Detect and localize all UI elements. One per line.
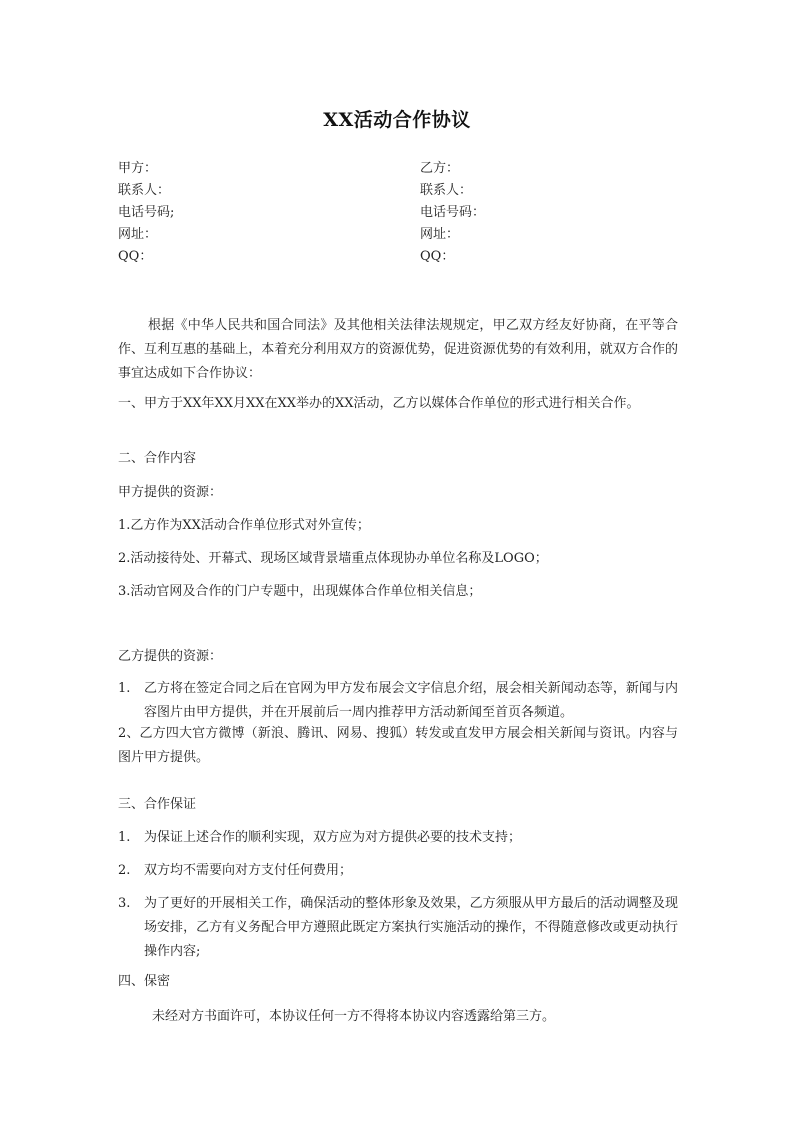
guarantee-item [118, 826, 678, 850]
list-number: 3. [118, 896, 131, 911]
intro-paragraph: 根据《中华人民共和国合同法》及其他相关法律法规规定，甲乙双方经友好协商，在平等合作、互利互惠的基础上，本着充分利用双方的资源优势，促进资源优势的有效利用，就双方合作的事宜达成如下合作协议： [118, 318, 678, 381]
list-text: 为了更好的开展相关工作，确保活动的整体形象及效果，乙方须服从甲方最后的活动调整及现场安排，乙方有义务配合甲方遵照此既定方案执行实施活动的操作，不得随意修改或更动执行操作内容; [144, 896, 678, 959]
party-a-label: 甲方： [118, 161, 158, 176]
party-b-resources-heading: 乙方提供的资源： [118, 649, 223, 664]
party-a-resource-item: 2.活动接待处、开幕式、现场区域背景墙重点体现协办单位名称及LOGO； [118, 551, 548, 566]
party-a-contact-label: 联系人： [118, 183, 171, 198]
list-number: 1. [118, 830, 131, 845]
section-2-heading: 二、合作内容 [118, 451, 197, 466]
list-text: 为保证上述合作的顺利实现，双方应为对方提供必要的技术支持； [144, 830, 522, 845]
section-1-paragraph: 一、甲方于XX年XX月XX在XX举办的XX活动，乙方以媒体合作单位的形式进行相关合作。 [118, 396, 640, 411]
section-4-heading: 四、保密 [118, 974, 171, 989]
list-text: 乙方将在签定合同之后在官网为甲方发布展会文字信息介绍，展会相关新闻动态等，新闻与内容图片由甲方提供，并在开展前后一周内推荐甲方活动新闻至首页各频道。 [144, 681, 678, 720]
party-a-resources-heading: 甲方提供的资源： [118, 485, 223, 500]
list-text: 双方均不需要向对方支付任何费用； [144, 863, 353, 878]
confidentiality-paragraph: 未经对方书面许可，本协议任何一方不得将本协议内容透露给第三方。 [152, 1009, 556, 1024]
party-b-website-label: 网址： [420, 227, 460, 242]
party-b-info [420, 158, 680, 268]
party-a-website-label: 网址： [118, 227, 158, 242]
party-b-contact-label: 联系人： [420, 183, 473, 198]
guarantee-item [118, 859, 678, 883]
party-a-resource-item: 3.活动官网及合作的门户专题中，出现媒体合作单位相关信息； [118, 584, 482, 599]
party-b-label: 乙方： [420, 161, 460, 176]
list-number: 1. [118, 681, 131, 696]
party-a-info [118, 158, 378, 268]
party-a-qq-label: QQ： [118, 249, 153, 264]
list-number: 2. [118, 863, 131, 878]
party-b-phone-label: 电话号码： [420, 205, 486, 220]
party-b-resource-item [118, 677, 678, 725]
party-a-phone-label: 电话号码; [118, 205, 175, 220]
party-b-resource-item: 2、乙方四大官方微博（新浪、腾讯、网易、搜狐）转发或直发甲方展会相关新闻与资讯。内容与图片甲方提供。 [118, 726, 678, 765]
section-3-heading: 三、合作保证 [118, 797, 197, 812]
party-b-qq-label: QQ： [420, 249, 455, 264]
guarantee-item [118, 892, 678, 964]
document-title: XX活动合作协议 [323, 109, 471, 131]
party-a-resource-item: 1.乙方作为XX活动合作单位形式对外宣传； [118, 518, 370, 533]
